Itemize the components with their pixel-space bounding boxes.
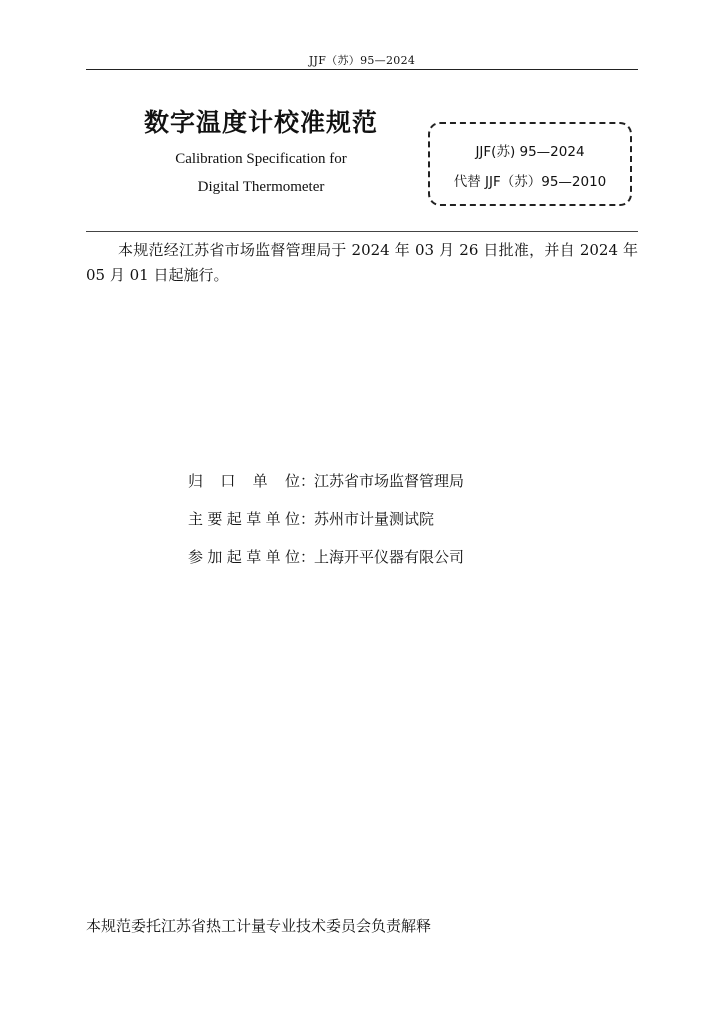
unit-value: 上海开平仪器有限公司 xyxy=(314,548,465,566)
standard-code: JJF(苏) 95—2024 xyxy=(475,144,585,160)
unit-row-participating-drafter xyxy=(188,546,464,584)
drafting-units xyxy=(188,470,464,584)
document-title-en-line1: Calibration Specification for xyxy=(175,151,347,167)
unit-row-responsible xyxy=(188,470,464,508)
unit-colon: ： xyxy=(300,510,316,528)
unit-value: 苏州市计量测试院 xyxy=(314,510,435,528)
replaces-code: 代替 JJF（苏）95—2010 xyxy=(453,174,607,190)
document-title-en-line2: Digital Thermometer xyxy=(197,179,325,195)
unit-label: 参加起草单位 xyxy=(188,548,300,566)
section-rule xyxy=(86,231,638,232)
header-rule xyxy=(86,69,638,70)
title-block xyxy=(106,106,416,201)
unit-colon: ： xyxy=(300,548,316,566)
unit-row-main-drafter xyxy=(188,508,464,546)
running-header: JJF（苏）95—2024 xyxy=(308,54,416,67)
document-title-zh: 数字温度计校准规范 xyxy=(143,108,378,137)
unit-label: 主要起草单位 xyxy=(188,510,300,528)
unit-value: 江苏省市场监督管理局 xyxy=(314,472,465,490)
approval-statement: 本规范经江苏省市场监督管理局于 2024 年 03 月 26 日批准，并自 2024 年 05 月 01 日起施行。 xyxy=(86,241,638,284)
standard-code-box xyxy=(428,122,632,206)
unit-colon: ： xyxy=(300,472,316,490)
unit-label: 归口单位 xyxy=(188,472,300,490)
interpretation-note: 本规范委托江苏省热工计量专业技术委员会负责解释 xyxy=(86,917,432,935)
